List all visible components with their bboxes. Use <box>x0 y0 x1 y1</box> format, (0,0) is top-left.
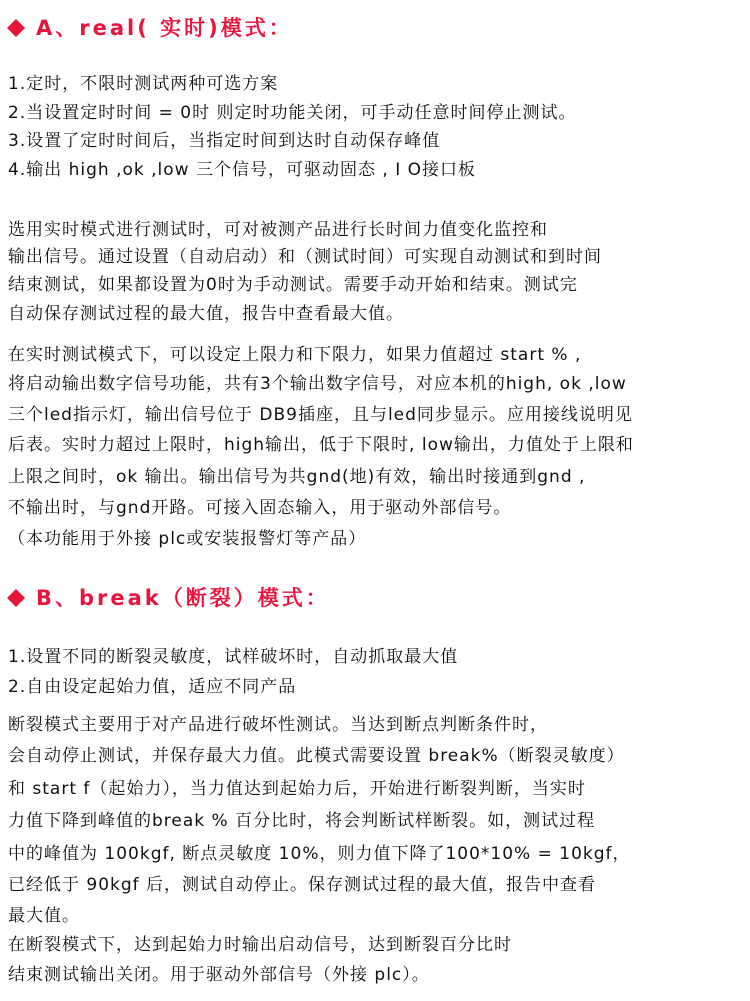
section-b-para1-line: 力值下降到峰值的break % 百分比时，将会判断试样断裂。如，测试过程 <box>8 811 596 831</box>
section-a-list-item: 4.输出 high ,ok ,low 三个信号，可驱动固态 , I O接口板 <box>8 160 476 180</box>
diamond-bullet-icon <box>6 588 26 608</box>
section-b-para2-line: 在断裂模式下，达到起始力时输出启动信号，达到断裂百分比时 <box>8 935 512 955</box>
section-b-para1-line: 会自动停止测试，并保存最大力值。此模式需要设置 break%（断裂灵敏度） <box>8 746 625 766</box>
section-a-para1-line: 结束测试，如果都设置为0时为手动测试。需要手动开始和结束。测试完 <box>8 275 578 295</box>
section-a-para1-line: 输出信号。通过设置（自动启动）和（测试时间）可实现自动测试和到时间 <box>8 247 602 267</box>
section-b-para2-line: 结束测试输出关闭。用于驱动外部信号（外接 plc）。 <box>8 965 430 985</box>
section-a-list-item: 1.定时，不限时测试两种可选方案 <box>8 74 279 94</box>
section-b-para1-line: 中的峰值为 100kgf, 断点灵敏度 10%，则力值下降了100*10% = 10kgf， <box>8 844 631 864</box>
section-b-list-item: 2.自由设定起始力值，适应不同产品 <box>8 677 297 697</box>
section-a-para2-line: 在实时测试模式下，可以设定上限力和下限力，如果力值超过 start % , <box>8 345 582 365</box>
section-b-para1-line: 断裂模式主要用于对产品进行破坏性测试。当达到断点判断条件时， <box>8 715 548 735</box>
section-b-para1-line: 最大值。 <box>8 906 80 926</box>
section-a-heading-text: A、real( 实时)模式： <box>36 16 293 40</box>
section-a-para2-line: 将启动输出数字信号功能，共有3个输出数字信号，对应本机的high, ok ,low <box>8 374 627 394</box>
section-a-para2-line: （本功能用于外接 plc或安装报警灯等产品） <box>8 529 367 549</box>
section-a-para2-line: 三个led指示灯，输出信号位于 DB9插座，且与led同步显示。应用接线说明见 <box>8 405 633 425</box>
section-b-para1-line: 已经低于 90kgf 后，测试自动停止。保存测试过程的最大值，报告中查看 <box>8 875 597 895</box>
section-a-para1-line: 选用实时模式进行测试时，可对被测产品进行长时间力值变化监控和 <box>8 220 548 240</box>
section-b-list-item: 1.设置不同的断裂灵敏度，试样破坏时，自动抓取最大值 <box>8 647 459 667</box>
section-a-para2-line: 不输出时，与gnd开路。可接入固态输入，用于驱动外部信号。 <box>8 498 512 518</box>
section-a-list-item: 3.设置了定时时间后，当指定时间到达时自动保存峰值 <box>8 131 441 151</box>
section-a-para1-line: 自动保存测试过程的最大值，报告中查看最大值。 <box>8 304 404 324</box>
section-b-heading <box>6 584 330 612</box>
section-b-para1-line: 和 start f（起始力），当力值达到起始力后，开始进行断裂判断，当实时 <box>8 779 586 799</box>
section-a-list-item: 2.当设置定时时间 = 0时 则定时功能关闭，可手动任意时间停止测试。 <box>8 103 577 123</box>
section-a-heading <box>6 14 293 42</box>
section-a-para2-line: 上限之间时，ok 输出。输出信号为共gnd(地)有效，输出时接通到gnd , <box>8 467 586 487</box>
section-a-para2-line: 后表。实时力超过上限时，high输出，低于下限时, low输出，力值处于上限和 <box>8 435 634 455</box>
section-b-heading-text: B、break（断裂）模式： <box>36 586 330 610</box>
diamond-bullet-icon <box>6 18 26 38</box>
